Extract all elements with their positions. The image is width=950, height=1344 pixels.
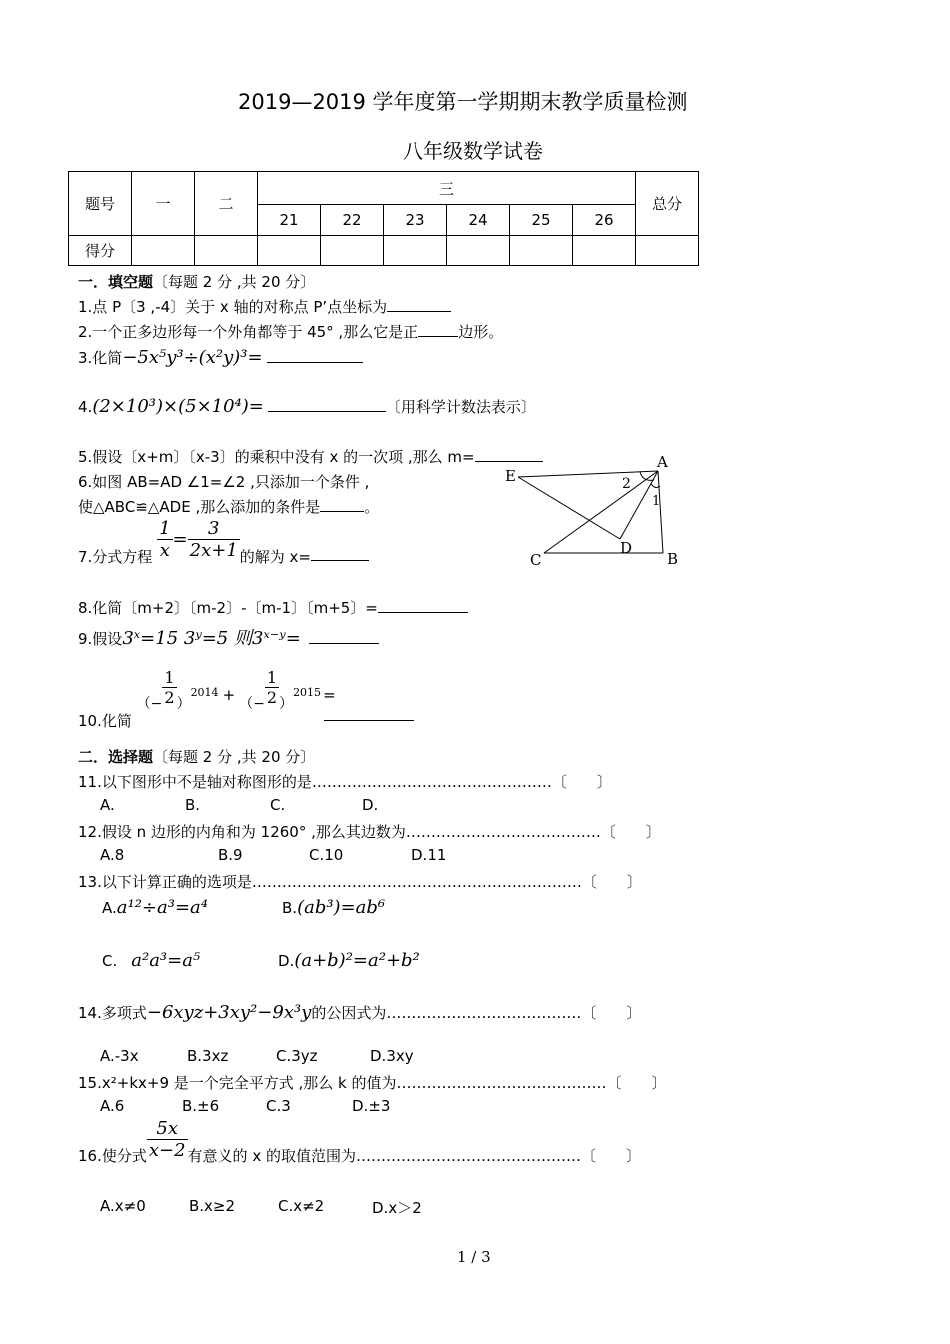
label-A: A xyxy=(657,453,668,471)
fraction-denominator: x−2 xyxy=(148,1140,186,1161)
option-13-D[interactable] xyxy=(278,950,420,971)
question-2-suffix: 边形。 xyxy=(458,323,504,341)
answer-blank[interactable] xyxy=(378,598,468,613)
option-expression: (a+b)²=a²+b² xyxy=(294,950,420,971)
fraction-5x-over-x-minus-2 xyxy=(147,1118,188,1161)
question-9-expression: 3ˣ=15 3ʸ=5 则3ˣ⁻ʸ= xyxy=(122,628,301,649)
fraction-numerator: 1 xyxy=(164,668,175,687)
table-header-part2: 二 xyxy=(195,172,258,236)
question-4-text: 4. xyxy=(78,398,93,416)
option-13-B[interactable] xyxy=(282,897,385,918)
option-14-A[interactable]: A.-3x xyxy=(100,1047,139,1065)
option-15-A[interactable]: A.6 xyxy=(100,1097,125,1115)
option-11-A[interactable]: A. xyxy=(100,796,115,814)
question-9-text: 9.假设 xyxy=(78,630,123,648)
question-11: 11.以下图形中不是轴对称图形的是…………………………………………〔 〕 xyxy=(78,773,612,791)
question-16-text: 16.使分式 xyxy=(78,1147,147,1165)
question-3-expression: −5x⁵y³÷(x²y)³= xyxy=(122,347,263,368)
option-14-B[interactable]: B.3xz xyxy=(187,1047,229,1065)
question-6-suffix: 。 xyxy=(364,498,380,516)
option-11-B[interactable]: B. xyxy=(185,796,201,814)
option-11-D[interactable]: D. xyxy=(362,796,379,814)
question-1-text: 1.点 P〔3 ,-4〕关于 x 轴的对称点 P’点坐标为 xyxy=(78,298,388,316)
table-header-part1: 一 xyxy=(132,172,195,236)
option-15-B[interactable]: B.±6 xyxy=(182,1097,220,1115)
answer-blank[interactable] xyxy=(309,629,379,644)
option-16-B[interactable]: B.x≥2 xyxy=(189,1197,236,1215)
question-8 xyxy=(78,597,468,618)
score-cell[interactable] xyxy=(573,236,636,266)
option-11-C[interactable]: C. xyxy=(270,796,286,814)
geometry-figure xyxy=(500,450,690,575)
table-subheader: 24 xyxy=(447,205,510,236)
option-label: B. xyxy=(282,899,298,917)
question-16-suffix: 有意义的 x 的取值范围为………………………………………〔 〕 xyxy=(187,1147,641,1165)
fraction-numerator: 3 xyxy=(188,518,240,540)
section1-heading-line xyxy=(78,271,315,292)
page-number: 1 / 3 xyxy=(457,1248,491,1266)
answer-blank[interactable] xyxy=(324,706,414,721)
paren-close: ） xyxy=(176,696,191,712)
answer-blank[interactable] xyxy=(387,297,451,312)
label-E: E xyxy=(505,467,516,485)
question-3-text: 3.化简 xyxy=(78,349,123,367)
option-15-D[interactable]: D.±3 xyxy=(352,1097,391,1115)
option-12-C[interactable]: C.10 xyxy=(309,846,344,864)
fraction-one-half xyxy=(162,668,176,707)
question-8-text: 8.化简〔m+2〕〔m-2〕-〔m-1〕〔m+5〕= xyxy=(78,599,378,617)
exam-title: 2019—2019 学年度第一学期期末教学质量检测 xyxy=(238,90,688,114)
option-label: C. xyxy=(102,952,118,970)
option-expression: (ab³)=ab⁶ xyxy=(297,897,386,918)
option-15-C[interactable]: C.3 xyxy=(266,1097,291,1115)
fraction-3-over-2x-plus-1 xyxy=(188,518,240,561)
section2-note: 〔每题 2 分 ,共 20 分〕 xyxy=(153,748,316,766)
option-16-D[interactable]: D.x＞2 xyxy=(372,1199,422,1217)
option-16-C[interactable]: C.x≠2 xyxy=(278,1197,325,1215)
score-cell[interactable] xyxy=(447,236,510,266)
table-subheader: 26 xyxy=(573,205,636,236)
label-angle-2: 2 xyxy=(622,476,631,492)
question-5-text: 5.假设〔x+m〕〔x-3〕的乘积中没有 x 的一次项 ,那么 m= xyxy=(78,448,475,466)
table-score-label: 得分 xyxy=(69,236,132,266)
question-10 xyxy=(78,668,336,730)
question-4 xyxy=(78,396,536,417)
score-cell[interactable] xyxy=(321,236,384,266)
question-16 xyxy=(78,1118,641,1165)
question-7-text: 7.分式方程 xyxy=(78,548,153,566)
table-subheader: 22 xyxy=(321,205,384,236)
question-13: 13.以下计算正确的选项是…………………………………………………………〔 〕 xyxy=(78,873,642,891)
question-15: 15.x²+kx+9 是一个完全平方式 ,那么 k 的值为……………………………………〔 〕 xyxy=(78,1074,667,1092)
question-14-suffix: 的公因式为…………………………………〔 〕 xyxy=(311,1004,642,1022)
label-angle-1: 1 xyxy=(652,494,661,509)
question-4-expression: (2×10³)×(5×10⁴)= xyxy=(92,396,264,417)
section1-note: 〔每题 2 分 ,共 20 分〕 xyxy=(153,273,316,291)
score-cell[interactable] xyxy=(258,236,321,266)
line-AB xyxy=(658,471,663,553)
fraction-numerator: 1 xyxy=(266,668,278,687)
table-subheader: 21 xyxy=(258,205,321,236)
question-4-suffix: 〔用科学计数法表示〕 xyxy=(385,398,536,416)
question-5 xyxy=(78,446,543,467)
question-10-text: 10.化简 xyxy=(78,712,132,730)
table-subheader: 23 xyxy=(384,205,447,236)
answer-blank[interactable] xyxy=(418,322,458,337)
section2-heading: 二．选择题 xyxy=(78,748,154,766)
option-14-D[interactable]: D.3xy xyxy=(370,1047,414,1065)
exam-subtitle: 八年级数学试卷 xyxy=(403,139,543,163)
option-12-B[interactable]: B.9 xyxy=(218,846,243,864)
exponent-2015: 2015 xyxy=(293,686,322,699)
option-16-A[interactable]: A.x≠0 xyxy=(100,1197,146,1215)
question-12: 12.假设 n 边形的内角和为 1260° ,那么其边数为…………………………………〔 〕 xyxy=(78,823,661,841)
option-expression: a²a³=a⁵ xyxy=(131,950,201,971)
paren-open: （− xyxy=(239,696,265,712)
score-cell[interactable] xyxy=(510,236,573,266)
question-9 xyxy=(78,624,379,650)
question-14-text: 14.多项式 xyxy=(78,1004,147,1022)
fraction-one-half xyxy=(265,668,279,707)
label-B: B xyxy=(667,550,679,568)
fraction-numerator: 5x xyxy=(147,1118,188,1140)
question-6-text: 使△ABC≌△ADE ,那么添加的条件是 xyxy=(78,498,321,516)
fraction-denominator: 2 xyxy=(266,688,278,707)
score-cell[interactable] xyxy=(132,236,195,266)
line-EA xyxy=(518,471,658,477)
score-cell[interactable] xyxy=(384,236,447,266)
label-C: C xyxy=(530,551,542,569)
option-label: A. xyxy=(102,899,117,917)
option-12-A[interactable]: A.8 xyxy=(100,846,125,864)
table-subheader: 25 xyxy=(510,205,573,236)
fraction-denominator: x xyxy=(159,540,170,561)
option-13-C[interactable] xyxy=(102,950,200,971)
option-label: D. xyxy=(278,952,295,970)
line-CA xyxy=(544,471,661,553)
answer-blank[interactable] xyxy=(311,546,369,561)
question-7-suffix: 的解为 x= xyxy=(239,548,311,566)
score-table xyxy=(68,171,699,266)
exponent-2014: 2014 xyxy=(190,686,219,699)
answer-blank[interactable] xyxy=(320,497,364,512)
score-cell[interactable] xyxy=(195,236,258,266)
score-cell[interactable] xyxy=(636,236,699,266)
question-14-expression: −6xyz+3xy²−9x³y xyxy=(146,1002,312,1023)
option-expression: a¹²÷a³=a⁴ xyxy=(116,897,208,918)
answer-blank[interactable] xyxy=(268,397,386,412)
option-12-D[interactable]: D.11 xyxy=(411,846,447,864)
fraction-1-over-x xyxy=(157,518,172,561)
option-14-C[interactable]: C.3yz xyxy=(276,1047,318,1065)
section2-heading-line xyxy=(78,746,315,767)
fraction-numerator: 1 xyxy=(159,518,171,539)
question-6-line1: 6.如图 AB=AD ∠1=∠2 ,只添加一个条件 , xyxy=(78,473,370,491)
option-13-A[interactable] xyxy=(102,897,208,918)
table-header-part3: 三 xyxy=(258,172,636,205)
table-header-question: 题号 xyxy=(69,172,132,236)
table-header-total: 总分 xyxy=(636,172,699,236)
paren-open: （− xyxy=(136,696,163,712)
question-3 xyxy=(78,347,363,368)
question-2-text: 2.一个正多边形每一个外角都等于 45° ,那么它是正 xyxy=(78,323,419,341)
question-14 xyxy=(78,1002,641,1023)
question-2 xyxy=(78,321,503,342)
fraction-denominator: 2 xyxy=(164,688,175,707)
label-D: D xyxy=(620,539,633,557)
paren-close: ） xyxy=(279,696,294,712)
fraction-denominator: 2x+1 xyxy=(189,540,238,561)
equals-sign: = xyxy=(172,529,188,550)
question-7 xyxy=(78,518,369,566)
line-ED xyxy=(518,477,620,539)
answer-blank[interactable] xyxy=(267,348,363,363)
equals-sign: = xyxy=(323,686,336,704)
question-6-line2 xyxy=(78,496,379,517)
plus-sign: + xyxy=(222,686,236,704)
section1-heading: 一．填空题 xyxy=(78,273,154,291)
question-1 xyxy=(78,296,451,317)
